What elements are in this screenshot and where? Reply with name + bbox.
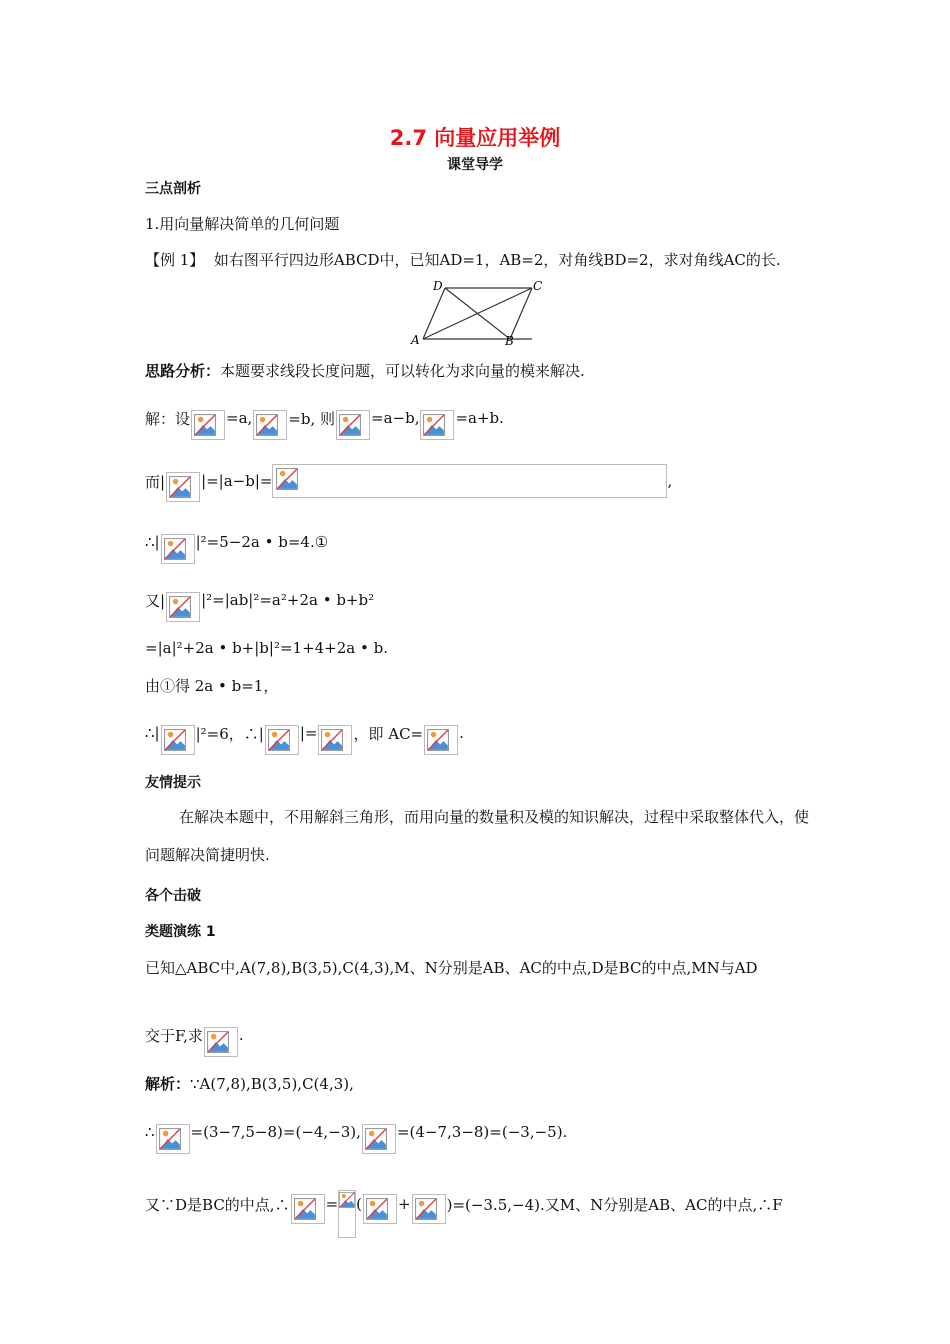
vector-image [412, 1194, 446, 1224]
text-segment: ∴ [145, 1123, 155, 1141]
text-segment: + [398, 1195, 411, 1213]
text-segment: 解：设 [145, 409, 191, 428]
text-segment: 又| [145, 591, 166, 610]
vector-image [161, 725, 195, 755]
example-problem [145, 249, 781, 270]
solution-line-3 [145, 520, 328, 564]
example-text: 如右图平行四边形ABCD中，已知AD=1，AB=2，对角线BD=2，求对角线AC的长. [213, 251, 781, 269]
text-segment: 而| [145, 472, 166, 491]
vector-image [161, 534, 195, 564]
text-segment: . [459, 724, 464, 742]
vector-image [191, 410, 225, 440]
answer-line-1 [145, 1073, 354, 1094]
text-segment: |=|a−b|= [201, 472, 273, 490]
vector-image [291, 1194, 325, 1224]
text-segment: |²=5−2a • b=4.① [195, 533, 329, 551]
vector-image [420, 410, 454, 440]
vector-image [274, 465, 308, 495]
text-segment: 交于F,求 [145, 1026, 203, 1045]
section-heading-analysis: 三点剖析 [145, 181, 201, 197]
fraction-image [338, 1190, 356, 1238]
vertex-label-b: B [505, 334, 514, 348]
text-segment: |²=6，∴| [195, 724, 264, 743]
page-title: 2.7 向量应用举例 [389, 126, 561, 150]
vector-image [363, 1194, 397, 1224]
parallelogram-figure [405, 276, 550, 348]
vector-image [265, 725, 299, 755]
drill-heading: 类题演练 1 [145, 924, 216, 940]
tip-paragraph: 在解决本题中，不用解斜三角形，而用向量的数量积及模的知识解决，过程中采取整体代入，使问题解决简捷明快. [145, 808, 810, 864]
answer-line-3 [145, 1170, 783, 1238]
analysis-label: 思路分析： [145, 362, 221, 380]
solution-line-2 [145, 460, 672, 502]
analysis-text: 本题要求线段长度问题，可以转化为求向量的模来解决. [220, 362, 585, 380]
solution-line-4 [145, 578, 374, 622]
solution-line-7 [145, 711, 464, 755]
text-segment: , [667, 472, 673, 490]
text-segment: ，即 AC= [353, 724, 424, 743]
text-segment: =a−b, [371, 409, 420, 427]
text-segment: ( [356, 1195, 363, 1213]
vertex-label-d: D [433, 279, 443, 293]
page-subtitle: 课堂导学 [447, 157, 503, 173]
text-segment: 又∵D是BC的中点,∴ [145, 1195, 290, 1214]
solution-line-6: 由①得 2a • b=1， [145, 677, 279, 695]
text-segment: ∴| [145, 724, 160, 742]
tip-heading: 友情提示 [145, 775, 201, 791]
text-segment: =a, [226, 409, 253, 427]
vector-image [336, 410, 370, 440]
text-segment: )=(−3.5,−4).又M、N分别是AB、AC的中点,∴F [446, 1195, 783, 1214]
topic-heading: 1.用向量解决简单的几何问题 [145, 215, 340, 233]
analysis-line [145, 360, 585, 381]
vector-image [362, 1124, 396, 1154]
solution-line-1 [145, 396, 504, 440]
vector-image [156, 1124, 190, 1154]
vector-image [253, 410, 287, 440]
vertex-label-c: C [533, 279, 543, 293]
drill-text-line-2 [145, 1013, 244, 1057]
text-segment: =(3−7,5−8)=(−4,−3), [190, 1123, 361, 1141]
text-segment: . [238, 1026, 244, 1044]
text-segment: |= [299, 724, 318, 742]
text-segment: =(4−7,3−8)=(−3,−5). [396, 1123, 568, 1141]
answer-line-2 [145, 1110, 567, 1154]
text-segment: ∴| [145, 533, 160, 551]
text-segment: ∵A(7,8),B(3,5),C(4,3), [190, 1075, 354, 1093]
solution-line-5: =|a|²+2a • b+|b|²=1+4+2a • b. [145, 639, 388, 657]
vector-image [166, 472, 200, 502]
vector-image [166, 592, 200, 622]
section-heading-practice: 各个击破 [145, 888, 201, 904]
text-segment: =a+b. [455, 409, 504, 427]
vector-image [204, 1027, 238, 1057]
vector-image [318, 725, 352, 755]
text-segment: = [325, 1195, 339, 1213]
formula-image [272, 464, 667, 498]
vector-image [424, 725, 458, 755]
text-segment: =b, 则 [288, 409, 336, 428]
vertex-label-a: A [411, 333, 420, 347]
drill-text-line-1: 已知△ABC中,A(7,8),B(3,5),C(4,3),M、N分别是AB、AC的中点,D是BC的中点,MN与AD [145, 959, 758, 977]
text-segment: |²=|ab|²=a²+2a • b+b² [201, 591, 375, 609]
example-tag: 【例 1】 [145, 251, 205, 269]
answer-label: 解析： [145, 1075, 191, 1093]
